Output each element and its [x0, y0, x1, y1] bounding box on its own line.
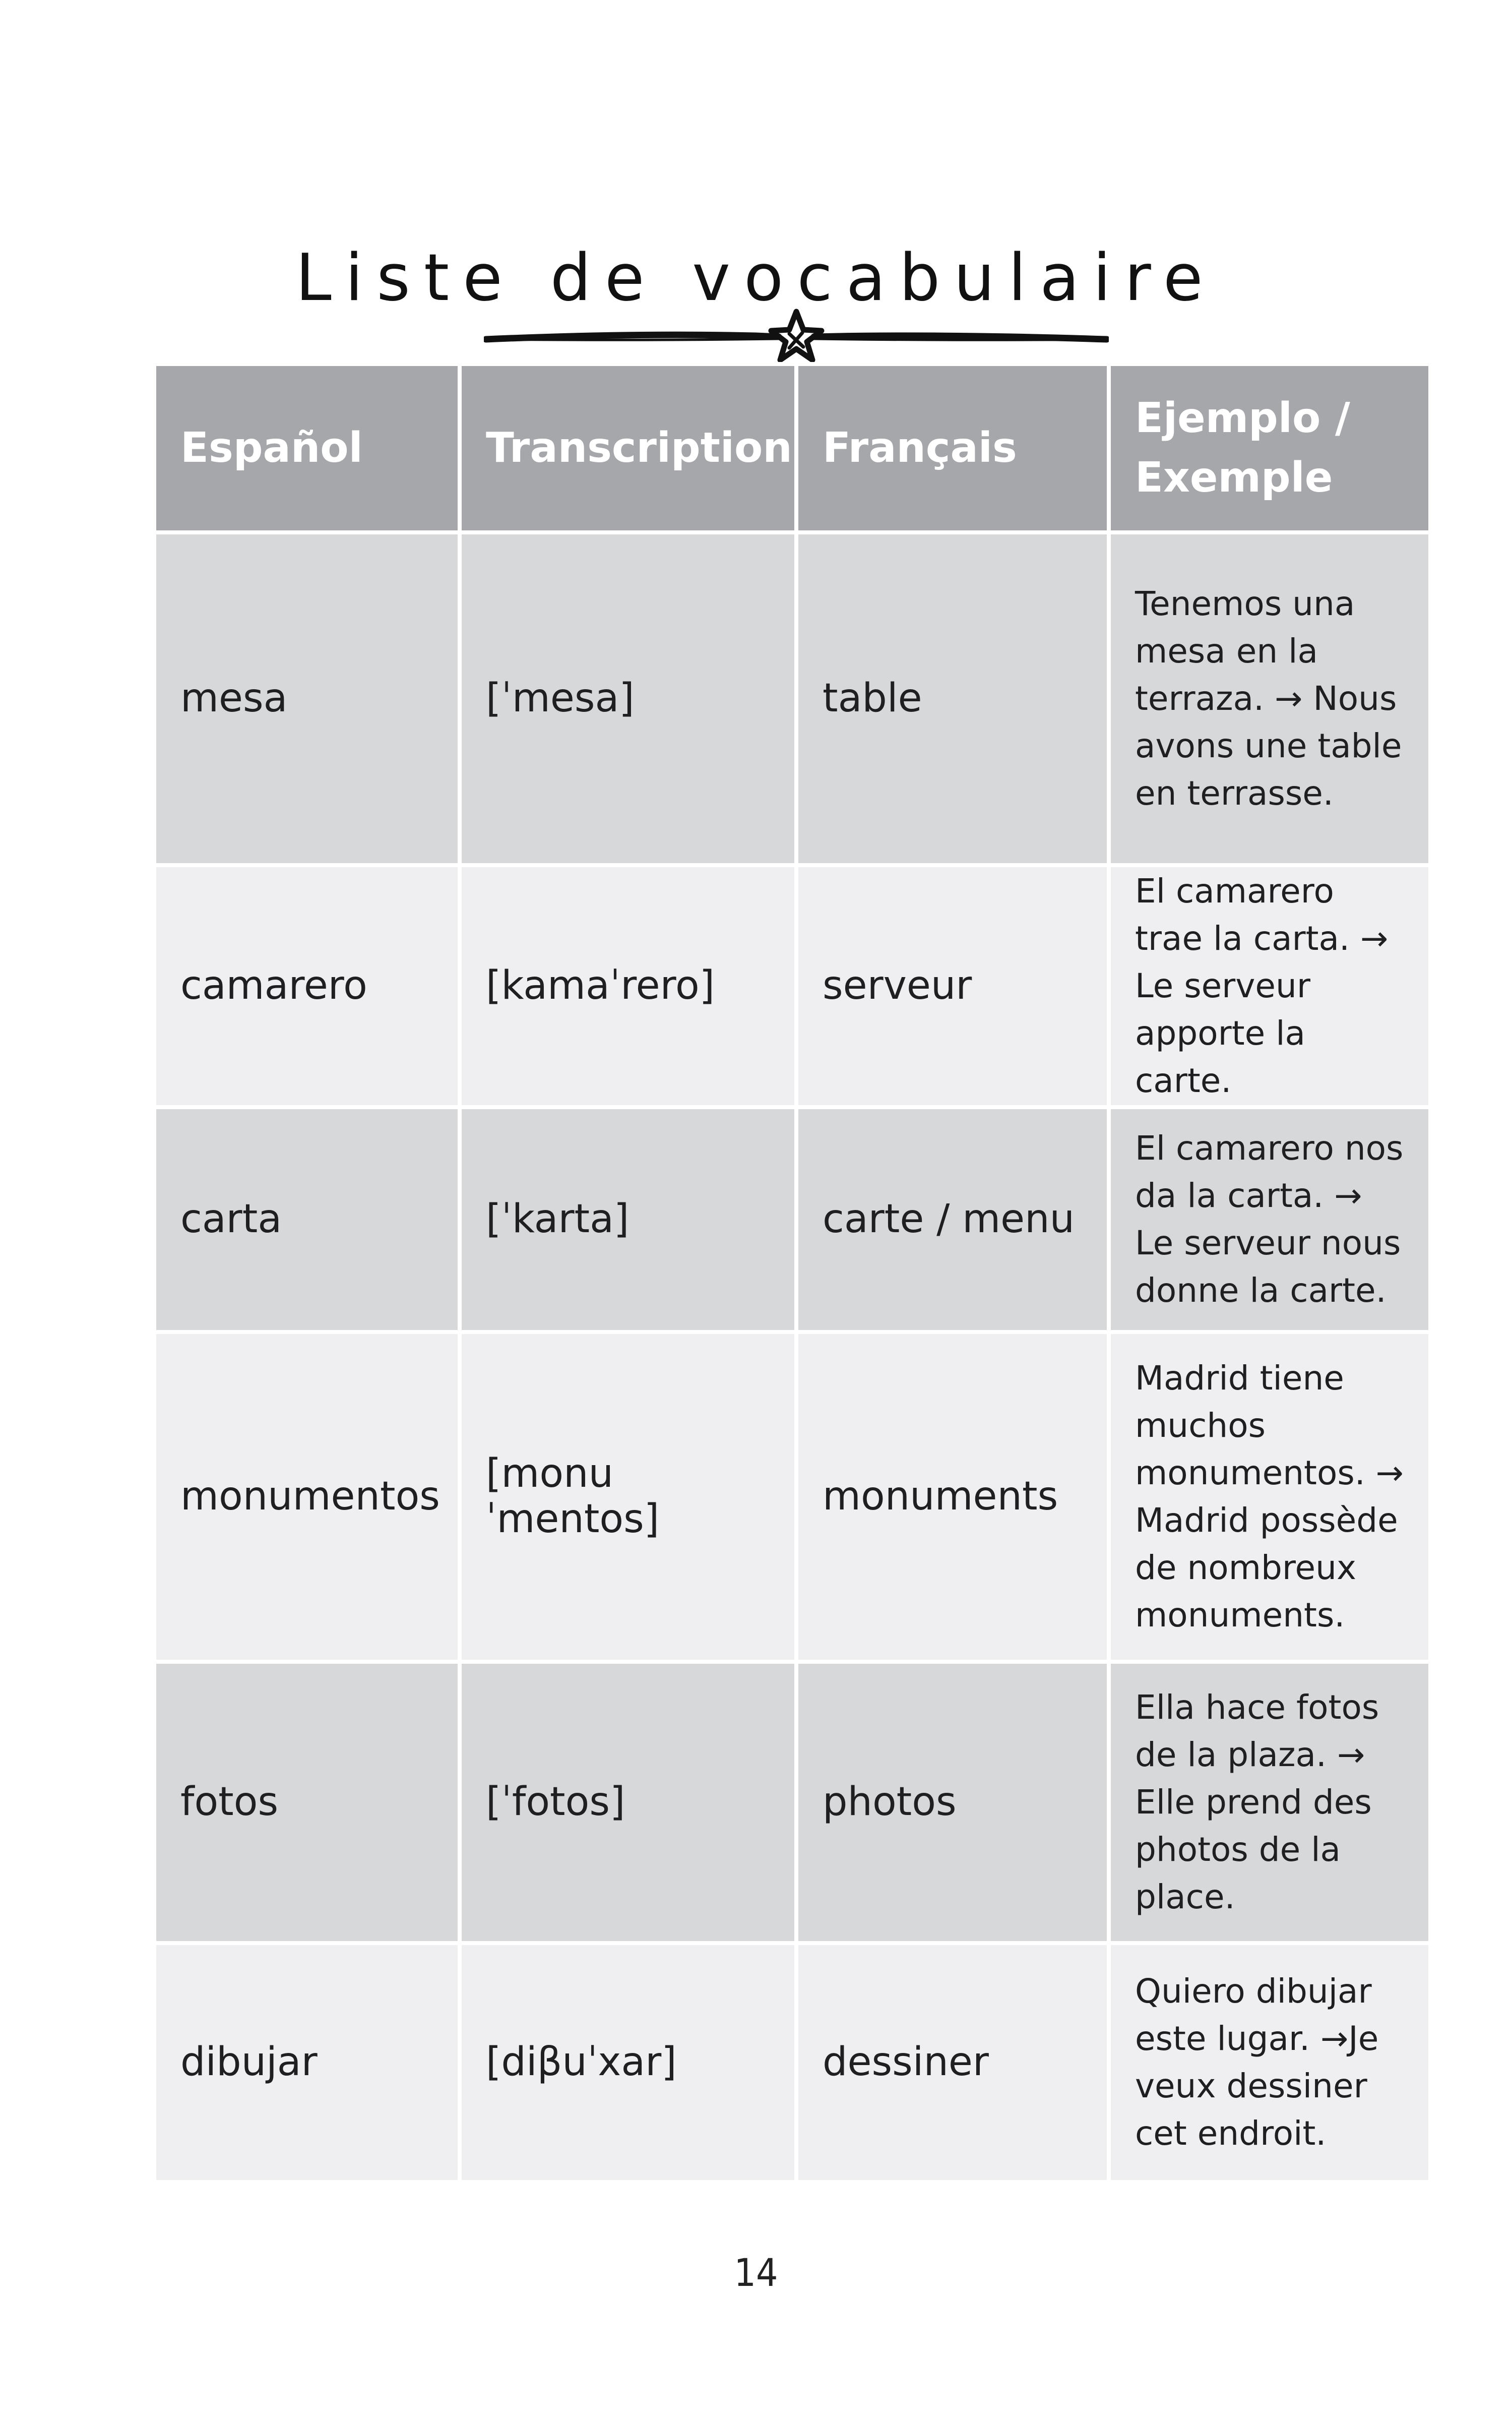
cell-french: carte / menu: [796, 1107, 1109, 1332]
cell-french: monuments: [796, 1332, 1109, 1662]
cell-spanish: dibujar: [154, 1943, 460, 2182]
star-divider-icon: [484, 308, 1109, 368]
cell-example: Tenemos una mesa en la terraza. → Nous avons une table en terrasse.: [1109, 532, 1430, 865]
cell-spanish: mesa: [154, 532, 460, 865]
header-example: Ejemplo / Exemple: [1109, 364, 1430, 532]
header-transcription: Transcription: [460, 364, 796, 532]
cell-french: dessiner: [796, 1943, 1109, 2182]
cell-spanish: camarero: [154, 865, 460, 1107]
cell-transcription: [ˈkarta]: [460, 1107, 796, 1332]
table-row: [154, 1943, 1430, 2182]
cell-spanish: fotos: [154, 1662, 460, 1943]
page-number: 14: [734, 2250, 778, 2295]
header-francais: Français: [796, 364, 1109, 532]
cell-french: serveur: [796, 865, 1109, 1107]
cell-french: table: [796, 532, 1109, 865]
table-row: [154, 532, 1430, 865]
cell-transcription: [monuˈmentos]: [460, 1332, 796, 1662]
header-espanol: Español: [154, 364, 460, 532]
table-row: [154, 1107, 1430, 1332]
cell-example: Madrid tiene muchos monumentos. → Madrid possède de nombreux monuments.: [1109, 1332, 1430, 1662]
cell-transcription: [ˈfotos]: [460, 1662, 796, 1943]
table-row: [154, 1332, 1430, 1662]
table-header-row: [154, 364, 1430, 532]
table-row: [154, 865, 1430, 1107]
cell-example: El camarero trae la carta. → Le serveur apporte la carte.: [1109, 865, 1430, 1107]
cell-spanish: carta: [154, 1107, 460, 1332]
cell-transcription: [kamaˈrero]: [460, 865, 796, 1107]
cell-transcription: [ˈmesa]: [460, 532, 796, 865]
cell-transcription: [diβuˈxar]: [460, 1943, 796, 2182]
cell-french: photos: [796, 1662, 1109, 1943]
vocabulary-table: [152, 362, 1432, 2184]
cell-example: Quiero dibujar este lugar. →Je veux dessiner cet endroit.: [1109, 1943, 1430, 2182]
cell-example: El camarero nos da la carta. → Le serveur nous donne la carte.: [1109, 1107, 1430, 1332]
table-row: [154, 1662, 1430, 1943]
page-title: Liste de vocabulaire: [295, 240, 1217, 316]
cell-example: Ella hace fotos de la plaza. → Elle prend des photos de la place.: [1109, 1662, 1430, 1943]
cell-spanish: monumentos: [154, 1332, 460, 1662]
